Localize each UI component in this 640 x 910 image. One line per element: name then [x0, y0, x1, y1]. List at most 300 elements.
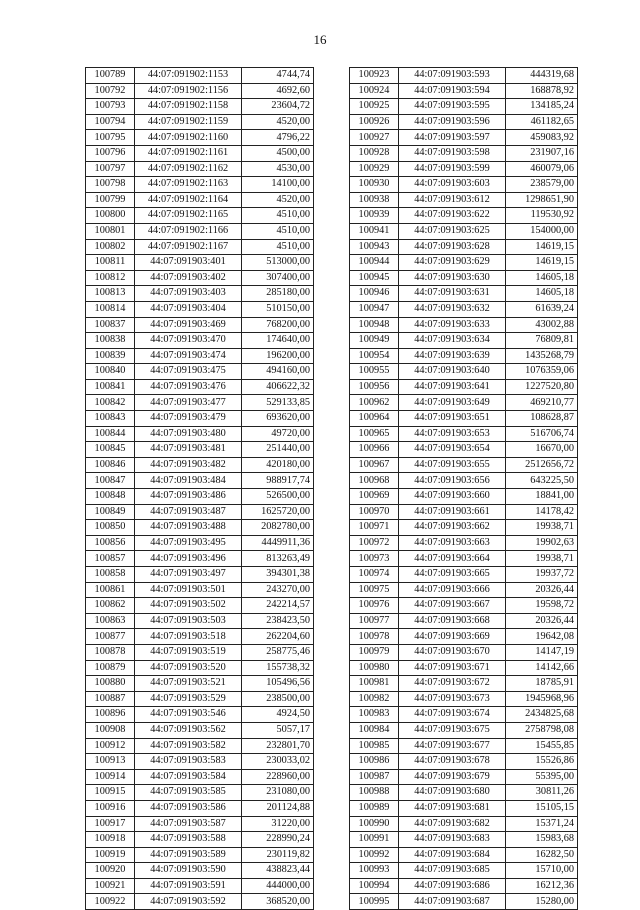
- table-row: [86, 83, 314, 99]
- table-row: [350, 504, 578, 520]
- value-cell: 4692,60: [242, 83, 314, 99]
- record-number-cell: 100986: [350, 754, 399, 770]
- record-number-cell: 100969: [350, 489, 399, 505]
- record-number-cell: 100939: [350, 208, 399, 224]
- table-row: [86, 177, 314, 193]
- value-cell: 307400,00: [242, 270, 314, 286]
- value-cell: 494160,00: [242, 364, 314, 380]
- table-row: [350, 379, 578, 395]
- value-cell: 16670,00: [506, 442, 578, 458]
- value-cell: 469210,77: [506, 395, 578, 411]
- table-row: [350, 832, 578, 848]
- record-number-cell: 100927: [350, 130, 399, 146]
- record-number-cell: 100979: [350, 644, 399, 660]
- cadastral-number-cell: 44:07:091903:476: [135, 379, 242, 395]
- table-row: [350, 473, 578, 489]
- cadastral-number-cell: 44:07:091903:632: [399, 301, 506, 317]
- record-number-cell: 100968: [350, 473, 399, 489]
- value-cell: 15455,85: [506, 738, 578, 754]
- cadastral-number-cell: 44:07:091903:683: [399, 832, 506, 848]
- record-number-cell: 100800: [86, 208, 135, 224]
- table-row: [350, 520, 578, 536]
- value-cell: 251440,00: [242, 442, 314, 458]
- table-row: [86, 722, 314, 738]
- record-number-cell: 100949: [350, 333, 399, 349]
- cadastral-number-cell: 44:07:091903:403: [135, 286, 242, 302]
- record-number-cell: 100795: [86, 130, 135, 146]
- value-cell: 15105,15: [506, 800, 578, 816]
- record-number-cell: 100972: [350, 535, 399, 551]
- cadastral-number-cell: 44:07:091902:1167: [135, 239, 242, 255]
- record-number-cell: 100922: [86, 894, 135, 910]
- value-cell: 15371,24: [506, 816, 578, 832]
- table-row: [350, 114, 578, 130]
- value-cell: 108628,87: [506, 411, 578, 427]
- cadastral-number-cell: 44:07:091903:588: [135, 832, 242, 848]
- cadastral-number-cell: 44:07:091903:594: [399, 83, 506, 99]
- value-cell: 168878,92: [506, 83, 578, 99]
- cadastral-number-cell: 44:07:091903:546: [135, 707, 242, 723]
- table-row: [350, 286, 578, 302]
- table-row: [86, 270, 314, 286]
- cadastral-number-cell: 44:07:091903:479: [135, 411, 242, 427]
- record-number-cell: 100915: [86, 785, 135, 801]
- table-row: [350, 863, 578, 879]
- value-cell: 30811,26: [506, 785, 578, 801]
- cadastral-number-cell: 44:07:091903:599: [399, 161, 506, 177]
- cadastral-number-cell: 44:07:091903:661: [399, 504, 506, 520]
- table-row: [86, 239, 314, 255]
- record-number-cell: 100877: [86, 629, 135, 645]
- value-cell: 2758798,08: [506, 722, 578, 738]
- cadastral-number-cell: 44:07:091903:529: [135, 691, 242, 707]
- table-row: [350, 582, 578, 598]
- record-number-cell: 100930: [350, 177, 399, 193]
- record-number-cell: 100896: [86, 707, 135, 723]
- record-number-cell: 100847: [86, 473, 135, 489]
- table-row: [86, 286, 314, 302]
- record-number-cell: 100919: [86, 847, 135, 863]
- record-number-cell: 100989: [350, 800, 399, 816]
- record-number-cell: 100966: [350, 442, 399, 458]
- value-cell: 19598,72: [506, 598, 578, 614]
- registry-table-right: [349, 67, 578, 910]
- value-cell: 201124,88: [242, 800, 314, 816]
- value-cell: 1076359,06: [506, 364, 578, 380]
- value-cell: 14178,42: [506, 504, 578, 520]
- record-number-cell: 100983: [350, 707, 399, 723]
- cadastral-number-cell: 44:07:091903:587: [135, 816, 242, 832]
- value-cell: 394301,38: [242, 567, 314, 583]
- table-row: [350, 707, 578, 723]
- value-cell: 174640,00: [242, 333, 314, 349]
- record-number-cell: 100981: [350, 676, 399, 692]
- cadastral-number-cell: 44:07:091903:669: [399, 629, 506, 645]
- value-cell: 258775,46: [242, 644, 314, 660]
- table-row: [86, 754, 314, 770]
- cadastral-number-cell: 44:07:091903:684: [399, 847, 506, 863]
- table-row: [350, 411, 578, 427]
- table-row: [86, 785, 314, 801]
- value-cell: 4449911,36: [242, 535, 314, 551]
- value-cell: 243270,00: [242, 582, 314, 598]
- table-row: [350, 676, 578, 692]
- value-cell: 285180,00: [242, 286, 314, 302]
- record-number-cell: 100850: [86, 520, 135, 536]
- value-cell: 461182,65: [506, 114, 578, 130]
- table-row: [86, 68, 314, 84]
- record-number-cell: 100987: [350, 769, 399, 785]
- cadastral-number-cell: 44:07:091903:641: [399, 379, 506, 395]
- cadastral-number-cell: 44:07:091903:673: [399, 691, 506, 707]
- record-number-cell: 100838: [86, 333, 135, 349]
- table-row: [350, 878, 578, 894]
- table-row: [86, 598, 314, 614]
- cadastral-number-cell: 44:07:091903:685: [399, 863, 506, 879]
- value-cell: 1298651,90: [506, 192, 578, 208]
- value-cell: 406622,32: [242, 379, 314, 395]
- table-row: [86, 847, 314, 863]
- cadastral-number-cell: 44:07:091903:591: [135, 878, 242, 894]
- value-cell: 31220,00: [242, 816, 314, 832]
- record-number-cell: 100984: [350, 722, 399, 738]
- record-number-cell: 100982: [350, 691, 399, 707]
- cadastral-number-cell: 44:07:091903:629: [399, 255, 506, 271]
- table-row: [86, 426, 314, 442]
- cadastral-number-cell: 44:07:091903:518: [135, 629, 242, 645]
- record-number-cell: 100799: [86, 192, 135, 208]
- table-row: [86, 707, 314, 723]
- cadastral-number-cell: 44:07:091903:496: [135, 551, 242, 567]
- record-number-cell: 100792: [86, 83, 135, 99]
- value-cell: 14147,19: [506, 644, 578, 660]
- record-number-cell: 100797: [86, 161, 135, 177]
- table-row: [86, 317, 314, 333]
- value-cell: 438823,44: [242, 863, 314, 879]
- value-cell: 15526,86: [506, 754, 578, 770]
- table-row: [86, 660, 314, 676]
- table-row: [350, 255, 578, 271]
- table-row: [86, 535, 314, 551]
- cadastral-number-cell: 44:07:091903:481: [135, 442, 242, 458]
- cadastral-number-cell: 44:07:091903:583: [135, 754, 242, 770]
- record-number-cell: 100789: [86, 68, 135, 84]
- record-number-cell: 100967: [350, 457, 399, 473]
- record-number-cell: 100992: [350, 847, 399, 863]
- table-row: [86, 442, 314, 458]
- value-cell: 460079,06: [506, 161, 578, 177]
- value-cell: 513000,00: [242, 255, 314, 271]
- table-row: [350, 364, 578, 380]
- value-cell: 4500,00: [242, 145, 314, 161]
- record-number-cell: 100802: [86, 239, 135, 255]
- record-number-cell: 100941: [350, 223, 399, 239]
- table-row: [86, 333, 314, 349]
- table-row: [350, 83, 578, 99]
- cadastral-number-cell: 44:07:091903:495: [135, 535, 242, 551]
- cadastral-number-cell: 44:07:091903:487: [135, 504, 242, 520]
- table-row: [350, 317, 578, 333]
- value-cell: 242214,57: [242, 598, 314, 614]
- table-row: [86, 863, 314, 879]
- page-number: 16: [313, 32, 327, 47]
- cadastral-number-cell: 44:07:091903:677: [399, 738, 506, 754]
- registry-table-left-body: [86, 68, 314, 910]
- cadastral-number-cell: 44:07:091903:597: [399, 130, 506, 146]
- cadastral-number-cell: 44:07:091902:1159: [135, 114, 242, 130]
- value-cell: 4796,22: [242, 130, 314, 146]
- record-number-cell: 100913: [86, 754, 135, 770]
- table-row: [86, 613, 314, 629]
- cadastral-number-cell: 44:07:091903:634: [399, 333, 506, 349]
- value-cell: 238423,50: [242, 613, 314, 629]
- cadastral-number-cell: 44:07:091903:590: [135, 863, 242, 879]
- value-cell: 4510,00: [242, 223, 314, 239]
- table-row: [350, 192, 578, 208]
- record-number-cell: 100914: [86, 769, 135, 785]
- record-number-cell: 100990: [350, 816, 399, 832]
- record-number-cell: 100844: [86, 426, 135, 442]
- table-row: [350, 800, 578, 816]
- record-number-cell: 100811: [86, 255, 135, 271]
- value-cell: 1435268,79: [506, 348, 578, 364]
- cadastral-number-cell: 44:07:091903:660: [399, 489, 506, 505]
- record-number-cell: 100796: [86, 145, 135, 161]
- table-row: [350, 239, 578, 255]
- record-number-cell: 100955: [350, 364, 399, 380]
- value-cell: 230119,82: [242, 847, 314, 863]
- cadastral-number-cell: 44:07:091902:1156: [135, 83, 242, 99]
- cadastral-number-cell: 44:07:091903:675: [399, 722, 506, 738]
- value-cell: 813263,49: [242, 551, 314, 567]
- table-row: [350, 208, 578, 224]
- value-cell: 2512656,72: [506, 457, 578, 473]
- value-cell: 15983,68: [506, 832, 578, 848]
- table-row: [350, 613, 578, 629]
- value-cell: 1625720,00: [242, 504, 314, 520]
- cadastral-number-cell: 44:07:091903:603: [399, 177, 506, 193]
- value-cell: 4520,00: [242, 192, 314, 208]
- cadastral-number-cell: 44:07:091902:1166: [135, 223, 242, 239]
- cadastral-number-cell: 44:07:091903:670: [399, 644, 506, 660]
- table-row: [86, 644, 314, 660]
- table-row: [350, 145, 578, 161]
- value-cell: 988917,74: [242, 473, 314, 489]
- cadastral-number-cell: 44:07:091902:1163: [135, 177, 242, 193]
- value-cell: 228960,00: [242, 769, 314, 785]
- table-row: [350, 660, 578, 676]
- value-cell: 14619,15: [506, 239, 578, 255]
- cadastral-number-cell: 44:07:091903:678: [399, 754, 506, 770]
- table-row: [86, 567, 314, 583]
- table-row: [350, 442, 578, 458]
- record-number-cell: 100978: [350, 629, 399, 645]
- value-cell: 15710,00: [506, 863, 578, 879]
- table-row: [86, 192, 314, 208]
- value-cell: 643225,50: [506, 473, 578, 489]
- record-number-cell: 100956: [350, 379, 399, 395]
- value-cell: 693620,00: [242, 411, 314, 427]
- table-row: [86, 489, 314, 505]
- cadastral-number-cell: 44:07:091903:651: [399, 411, 506, 427]
- table-row: [350, 348, 578, 364]
- table-row: [86, 99, 314, 115]
- table-row: [86, 676, 314, 692]
- cadastral-number-cell: 44:07:091903:469: [135, 317, 242, 333]
- value-cell: 4510,00: [242, 208, 314, 224]
- value-cell: 155738,32: [242, 660, 314, 676]
- value-cell: 4530,00: [242, 161, 314, 177]
- cadastral-number-cell: 44:07:091903:477: [135, 395, 242, 411]
- value-cell: 76809,81: [506, 333, 578, 349]
- record-number-cell: 100993: [350, 863, 399, 879]
- table-row: [86, 582, 314, 598]
- value-cell: 444319,68: [506, 68, 578, 84]
- table-row: [86, 411, 314, 427]
- record-number-cell: 100846: [86, 457, 135, 473]
- value-cell: 14619,15: [506, 255, 578, 271]
- record-number-cell: 100856: [86, 535, 135, 551]
- value-cell: 105496,56: [242, 676, 314, 692]
- record-number-cell: 100995: [350, 894, 399, 910]
- table-row: [86, 504, 314, 520]
- cadastral-number-cell: 44:07:091903:640: [399, 364, 506, 380]
- cadastral-number-cell: 44:07:091903:596: [399, 114, 506, 130]
- table-row: [350, 270, 578, 286]
- cadastral-number-cell: 44:07:091903:628: [399, 239, 506, 255]
- table-row: [350, 457, 578, 473]
- cadastral-number-cell: 44:07:091903:475: [135, 364, 242, 380]
- table-row: [350, 769, 578, 785]
- table-row: [86, 223, 314, 239]
- record-number-cell: 100812: [86, 270, 135, 286]
- value-cell: 238579,00: [506, 177, 578, 193]
- value-cell: 5057,17: [242, 722, 314, 738]
- cadastral-number-cell: 44:07:091903:593: [399, 68, 506, 84]
- record-number-cell: 100965: [350, 426, 399, 442]
- value-cell: 14142,66: [506, 660, 578, 676]
- table-row: [350, 395, 578, 411]
- value-cell: 228990,24: [242, 832, 314, 848]
- value-cell: 4510,00: [242, 239, 314, 255]
- record-number-cell: 100926: [350, 114, 399, 130]
- record-number-cell: 100813: [86, 286, 135, 302]
- table-row: [86, 832, 314, 848]
- cadastral-number-cell: 44:07:091903:486: [135, 489, 242, 505]
- cadastral-number-cell: 44:07:091903:662: [399, 520, 506, 536]
- value-cell: 2082780,00: [242, 520, 314, 536]
- record-number-cell: 100843: [86, 411, 135, 427]
- cadastral-number-cell: 44:07:091903:666: [399, 582, 506, 598]
- value-cell: 154000,00: [506, 223, 578, 239]
- record-number-cell: 100918: [86, 832, 135, 848]
- value-cell: 1945968,96: [506, 691, 578, 707]
- cadastral-number-cell: 44:07:091903:585: [135, 785, 242, 801]
- value-cell: 238500,00: [242, 691, 314, 707]
- cadastral-number-cell: 44:07:091902:1162: [135, 161, 242, 177]
- cadastral-number-cell: 44:07:091903:480: [135, 426, 242, 442]
- cadastral-number-cell: 44:07:091903:668: [399, 613, 506, 629]
- record-number-cell: 100944: [350, 255, 399, 271]
- record-number-cell: 100908: [86, 722, 135, 738]
- value-cell: 510150,00: [242, 301, 314, 317]
- value-cell: 14605,18: [506, 286, 578, 302]
- value-cell: 2434825,68: [506, 707, 578, 723]
- record-number-cell: 100798: [86, 177, 135, 193]
- table-row: [350, 598, 578, 614]
- table-row: [86, 738, 314, 754]
- record-number-cell: 100916: [86, 800, 135, 816]
- table-row: [350, 754, 578, 770]
- cadastral-number-cell: 44:07:091903:501: [135, 582, 242, 598]
- record-number-cell: 100863: [86, 613, 135, 629]
- record-number-cell: 100945: [350, 270, 399, 286]
- record-number-cell: 100924: [350, 83, 399, 99]
- record-number-cell: 100985: [350, 738, 399, 754]
- record-number-cell: 100948: [350, 317, 399, 333]
- record-number-cell: 100975: [350, 582, 399, 598]
- cadastral-number-cell: 44:07:091903:502: [135, 598, 242, 614]
- table-row: [86, 473, 314, 489]
- cadastral-number-cell: 44:07:091902:1165: [135, 208, 242, 224]
- cadastral-number-cell: 44:07:091903:482: [135, 457, 242, 473]
- value-cell: 232801,70: [242, 738, 314, 754]
- value-cell: 420180,00: [242, 457, 314, 473]
- record-number-cell: 100912: [86, 738, 135, 754]
- table-row: [86, 348, 314, 364]
- value-cell: 18841,00: [506, 489, 578, 505]
- table-row: [350, 691, 578, 707]
- cadastral-number-cell: 44:07:091903:622: [399, 208, 506, 224]
- value-cell: 4520,00: [242, 114, 314, 130]
- cadastral-number-cell: 44:07:091903:488: [135, 520, 242, 536]
- cadastral-number-cell: 44:07:091903:664: [399, 551, 506, 567]
- record-number-cell: 100991: [350, 832, 399, 848]
- value-cell: 19902,63: [506, 535, 578, 551]
- record-number-cell: 100917: [86, 816, 135, 832]
- value-cell: 19938,71: [506, 551, 578, 567]
- cadastral-number-cell: 44:07:091903:625: [399, 223, 506, 239]
- cadastral-number-cell: 44:07:091903:586: [135, 800, 242, 816]
- record-number-cell: 100845: [86, 442, 135, 458]
- record-number-cell: 100878: [86, 644, 135, 660]
- record-number-cell: 100880: [86, 676, 135, 692]
- table-row: [86, 800, 314, 816]
- table-row: [350, 333, 578, 349]
- cadastral-number-cell: 44:07:091903:562: [135, 722, 242, 738]
- value-cell: 20326,44: [506, 613, 578, 629]
- cadastral-number-cell: 44:07:091902:1161: [135, 145, 242, 161]
- registry-table-left: [85, 67, 314, 910]
- table-row: [350, 535, 578, 551]
- record-number-cell: 100964: [350, 411, 399, 427]
- record-number-cell: 100839: [86, 348, 135, 364]
- record-number-cell: 100840: [86, 364, 135, 380]
- record-number-cell: 100920: [86, 863, 135, 879]
- table-row: [86, 161, 314, 177]
- value-cell: 526500,00: [242, 489, 314, 505]
- cadastral-number-cell: 44:07:091903:484: [135, 473, 242, 489]
- record-number-cell: 100857: [86, 551, 135, 567]
- value-cell: 23604,72: [242, 99, 314, 115]
- record-number-cell: 100923: [350, 68, 399, 84]
- table-row: [350, 785, 578, 801]
- value-cell: 230033,02: [242, 754, 314, 770]
- record-number-cell: 100848: [86, 489, 135, 505]
- cadastral-number-cell: 44:07:091903:612: [399, 192, 506, 208]
- table-row: [350, 99, 578, 115]
- record-number-cell: 100887: [86, 691, 135, 707]
